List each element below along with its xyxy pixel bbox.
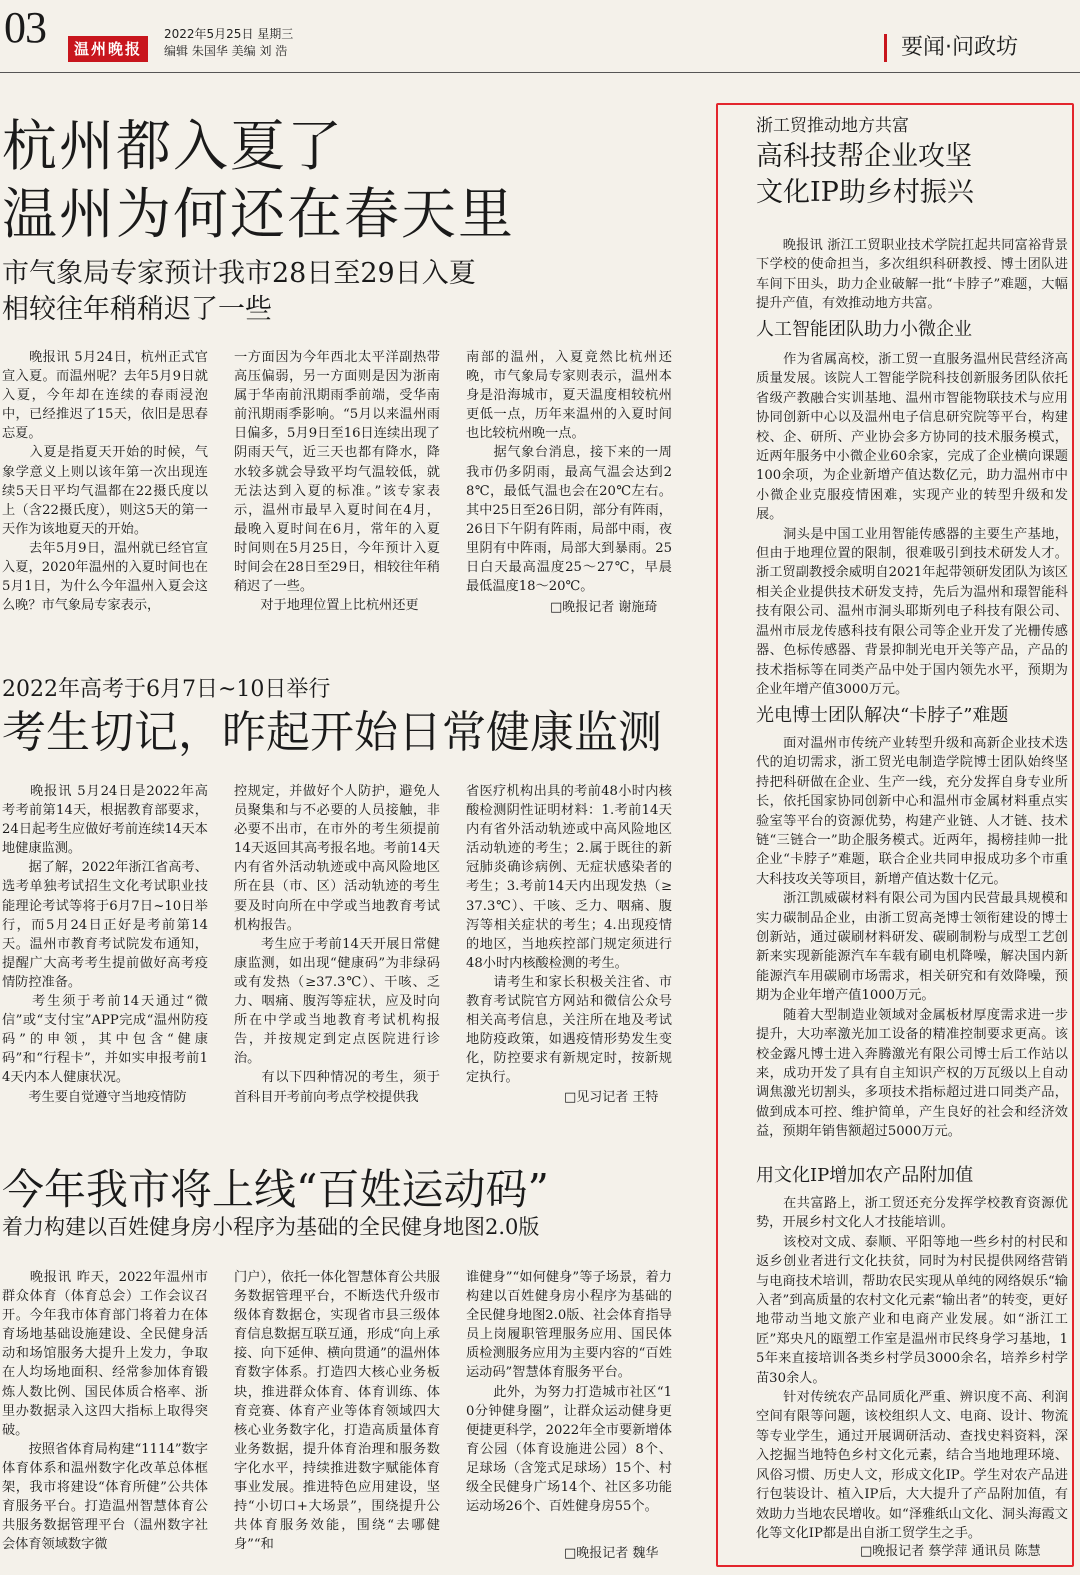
article3-column-2: 门户），依托一体化智慧体育公共服务数据管理平台，不断迭代升级市级体育数据仓，实现省市县三级体育信息数据互联互通，形成“向上承接、向下延伸、横向贯通”的温州体育数字体系。打造四大核心业务板块，推进群众体育、体育训练、体育竞赛、体育产业等体育领域四大核心业务数字化，打造高质量体育业务数据，提升体育治理和服务数字化水平，持续推进数字赋能体育事业发展。推进特色应用建设，坚持“小切口+大场景”，围绕提升公共体育服务效能，围绕“去哪健身”“和 [234, 1270, 440, 1553]
article4-byline: □晚报记者 蔡学萍 通讯员 陈慧 [860, 1544, 1041, 1559]
article4-subhead-3: 用文化IP增加农产品附加值 [756, 1165, 974, 1186]
article1-byline: □晚报记者 谢施琦 [550, 600, 658, 615]
header-info [164, 26, 293, 60]
article3-byline: □晚报记者 魏华 [564, 1546, 659, 1561]
page-number: 03 [4, 3, 46, 52]
article2-byline: □见习记者 王特 [564, 1090, 659, 1105]
article4-subhead-1: 人工智能团队助力小微企业 [756, 319, 972, 340]
newspaper-logo: 温州晚报 [68, 36, 148, 62]
article1-subtitle-line2: 相较往年稍稍迟了一些 [2, 294, 272, 325]
article2-column-2: 控规定，并做好个人防护，避免人员聚集和与不必要的人员接触，非必要不出市，在市外的考生须提前14天返回其高考报名地。考前14天内有省外活动轨迹或中高风险地区所在县（市、区）活动轨迹的考生要及时向所在中学或当地教育考试机构报告。 考生应于考前14天开展日常健康监测，如出现“健康码”为非绿码或有发热（≥37.3℃）、干咳、乏力、咽痛、腹泻等症状，应及时向所在中学或当地教育考试机构报告，并按规定到定点医院进行诊治。 有以下四种情况的考生，须于首科目开考前向考点学校提供我 [234, 784, 440, 1105]
article3-headline: 今年我市将上线“百姓运动码” [2, 1165, 549, 1214]
issue-date: 2022年5月25日 星期三 [164, 27, 294, 41]
article1-column-1: 晚报讯 5月24日，杭州正式官宣入夏。而温州呢？去年5月9日就入夏，今年却在连续的春雨浸泡中，已经推迟了15天，依旧是思春忘夏。 入夏是指夏天开始的时候，气象学意义上则以该年第一次出现连续5天日平均气温都在22摄氏度以上（含22摄氏度），则这5天的第一天作为该地夏天的开始。 去年5月9日，温州就已经官宣入夏，2020年温州的入夏时间也在5月1日，为什么今年温州入夏会这么晚？市气象局专家表示， [2, 350, 208, 614]
article3-subtitle: 着力构建以百姓健身房小程序为基础的全民健身地图2.0版 [2, 1215, 540, 1239]
article4-headline-line1: 高科技帮企业攻坚 [756, 141, 972, 172]
article4-subhead-2: 光电博士团队解决“卡脖子”难题 [756, 705, 1009, 726]
section-label: 要闻·问政坊 [884, 34, 1018, 62]
article4-kicker: 浙工贸推动地方共富 [756, 116, 909, 136]
article1-subtitle [2, 256, 476, 328]
article3-column-1: 晚报讯 昨天，2022年温州市群众体育（体育总会）工作会议召开。今年我市体育部门将着力在体育场地基础设施建设、全民健身活动和场馆服务大提升上发力，争取在人均场地面积、经常参加体育锻炼人数比例、国民体质合格率、浙里办数据录入这四大指标上取得突破。 按照省体育局构建“1114”数字体育体系和温州数字化改革总体框架，我市将建设“体育所健”公共体育服务平台。打造温州智慧体育公共服务数据管理平台（温州数字社会体育领域数字微 [2, 1270, 208, 1553]
article4-section-2: 面对温州市传统产业转型升级和高新企业技术迭代的迫切需求，浙工贸光电制造学院博士团队始终坚持把科研做在企业、生产一线，充分发挥自身专业所长，依托国家协同创新中心和温州市金属材料重点实验室等平台的资源优势，构建产业链、人才链、技术链“三链合一”助企服务模式。近两年，揭榜挂帅一批企业“卡脖子”难题，联合企业共同申报成功多个市重大科技攻关等项目，新增产值达数十亿元。 浙江凯威碳材料有限公司为国内民营最具规模和实力碳制品企业，由浙工贸高尧博士领衔建设的博士创新站，通过碳刷材料研发、碳刷制粉与成型工艺创新来实现新能源汽车车载有刷电机降噪，解决国内新能源汽车用碳刷市场需求，相关研究和有效降噪，预期为企业年增产值1000万元。 随着大型制造业领域对金属板材厚度需求进一步提升，大功率激光加工设备的精准控制要求更高。该校金露凡博士进入奔腾激光有限公司博士后工作站以来，成功开发了具有自主知识产权的万瓦级以上自动调焦激光切割头，多项技术指标超过进口同类产品，做到成本可控、维护简单，产生良好的社会和经济效益，预期年销售额超过5000万元。 [756, 736, 1068, 1140]
article1-column-2: 一方面因为今年西北太平洋副热带高压偏弱，另一方面则是因为浙南属于华南前汛期雨季前端，受华南前汛期雨季影响。“5月以来温州雨日偏多，5月9日至16日连续出现了阴雨天气，近三天也都有降水，降水较多就会导致平均气温较低，就无法达到入夏的标准。”该专家表示，温州市最早入夏时间在4月，最晚入夏时间在6月，常年的入夏时间则在5月25日，今年预计入夏时间会在28日至29日，相较往年稍稍迟了一些。 对于地理位置上比杭州还更 [234, 350, 440, 614]
article1-headline-line1: 杭州都入夏了 [2, 114, 345, 178]
article4-headline [756, 139, 974, 211]
article2-column-3: 省医疗机构出具的考前48小时内核酸检测阴性证明材料：1.考前14天内有省外活动轨迹或中高风险地区活动轨迹的考生；2.属于既往的新冠肺炎确诊病例、无症状感染者的考生；3.考前14天内出现发热（≥37.3℃）、干咳、乏力、咽痛、腹泻等相关症状的考生；4.出现疫情的地区，当地疾控部门规定须进行48小时内核酸检测的考生。 请考生和家长积极关注省、市教育考试院官方网站和微信公众号相关高考信息，关注所在地及考试地防疫政策，如遇疫情形势发生变化，防控要求有新规定时，按新规定执行。 [466, 784, 672, 1086]
header-rule [0, 72, 1080, 73]
article2-headline: 考生切记，昨起开始日常健康监测 [2, 707, 662, 758]
article1-subtitle-line1: 市气象局专家预计我市28日至29日入夏 [2, 258, 476, 289]
article3-column-3: 谁健身”“如何健身”等子场景，着力构建以百姓健身房小程序为基础的全民健身地图2.0版、社会体育指导员上岗履职管理服务应用、国民体质检测服务应用为主要内容的“百姓运动码”智慧体育服务平台。 此外，为努力打造城市社区“10分钟健身圈”，让群众运动健身更便捷更科学，2022年全市要新增体育公园（体育设施进公园）8个、足球场（含笼式足球场）15个、村级全民健身广场14个、社区多功能运动场26个、百姓健身房55个。 [466, 1270, 672, 1515]
article1-headline [2, 112, 515, 248]
article4-headline-line2: 文化IP助乡村振兴 [756, 177, 974, 208]
article1-column-3: 南部的温州，入夏竟然比杭州还晚，市气象局专家则表示，温州本身是沿海城市，夏天温度相较杭州更低一点，历年来温州的入夏时间也比较杭州晚一点。 据气象台消息，接下来的一周我市仍多阴雨，最高气温会达到28℃，最低气温也会在20℃左右。其中25日至26日阴，部分有阵雨，26日下午阴有阵雨，局部中雨，夜里阴有中阵雨，局部大到暴雨。25日白天最高温度25～27℃，早晨最低温度18～20℃。 [466, 350, 672, 595]
article2-column-1: 晚报讯 5月24日是2022年高考考前第14天，根据教育部要求，24日起考生应做好考前连续14天本地健康监测。 据了解，2022年浙江省高考、选考单独考试招生文化考试职业技能理论考试等将于6月7日~10日举行，而5月24日正好是考前第14天。温州市教育考试院发布通知，提醒广大高考考生提前做好高考疫情防控准备。 考生须于考前14天通过“微信”或“支付宝”APP完成“温州防疫码”的申领，其中包含“健康码”和“行程卡”，并如实申报考前14天内本人健康状况。 考生要自觉遵守当地疫情防 [2, 784, 208, 1105]
article4-section-3: 在共富路上，浙工贸还充分发挥学校教育资源优势，开展乡村文化人才技能培训。 该校对文成、泰顺、平阳等地一些乡村的村民和返乡创业者进行文化扶贫，同时为村民提供网络营销与电商技术培训，帮助农民实现从单纯的网络娱乐“输入者”到高质量的农村文化元素“输出者”的转变，更好地带动当地文旅产业和电商产业发展。如“浙江工匠”郑央凡的瓯塑工作室是温州市民终身学习基地，15年来直接培训各类乡村学员3000余名，培养乡村学苗30余人。 针对传统农产品同质化严重、辨识度不高、利润空间有限等问题，该校组织人文、电商、设计、物流等专业学生，通过开展调研活动、查找史料资料，深入挖掘当地特色乡村文化元素，结合当地地理环境、风俗习惯、历史人文，形成文化IP。学生对农产品进行包装设计、植入IP后，大大提升了产品附加值，有效助力当地农民增收。如“泽雅纸山文化、洞头海霞文化等文化IP都是出自浙工贸学生之手。 [756, 1196, 1068, 1541]
article4-intro: 晚报讯 浙江工贸职业技术学院扛起共同富裕背景下学校的使命担当，多次组织科研教授、博士团队进车间下田头，助力企业破解一批“卡脖子”难题，大幅提升产值，有效推动地方共富。 [756, 238, 1068, 312]
article1-headline-line2: 温州为何还在春天里 [2, 182, 516, 246]
article2-kicker: 2022年高考于6月7日~10日举行 [2, 677, 331, 702]
editors-credit: 编辑 朱国华 美编 刘 浩 [164, 44, 288, 58]
article4-section-1: 作为省属高校，浙工贸一直服务温州民营经济高质量发展。该院人工智能学院科技创新服务团队依托省级产教融合实训基地、温州市智能物联技术与应用协同创新中心以及温州电子信息研究院等平台，构建校、企、研所、产业协会多方协同的技术服务模式，近两年服务中小微企业60余家，完成了企业横向课题100余项，为企业新增产值达数亿元，助力温州市中小微企业克服疫情困难，实现产业的转型升级和发展。 洞头是中国工业用智能传感器的主要生产基地，但由于地理位置的限制，很难吸引到技术研发人才。浙工贸副教授余威明自2021年起带领研发团队为该区相关企业提供技术研发支持，先后为温州和璟智能科技有限公司、温州市洞头耶斯列电子科技有限公司、温州市辰龙传感科技有限公司等企业开发了光栅传感器、色标传感器、背景抑制光电开关等产品，产品的技术指标等在同类产品中处于国内领先水平，预期为企业年增产值3000万元。 [756, 352, 1068, 697]
